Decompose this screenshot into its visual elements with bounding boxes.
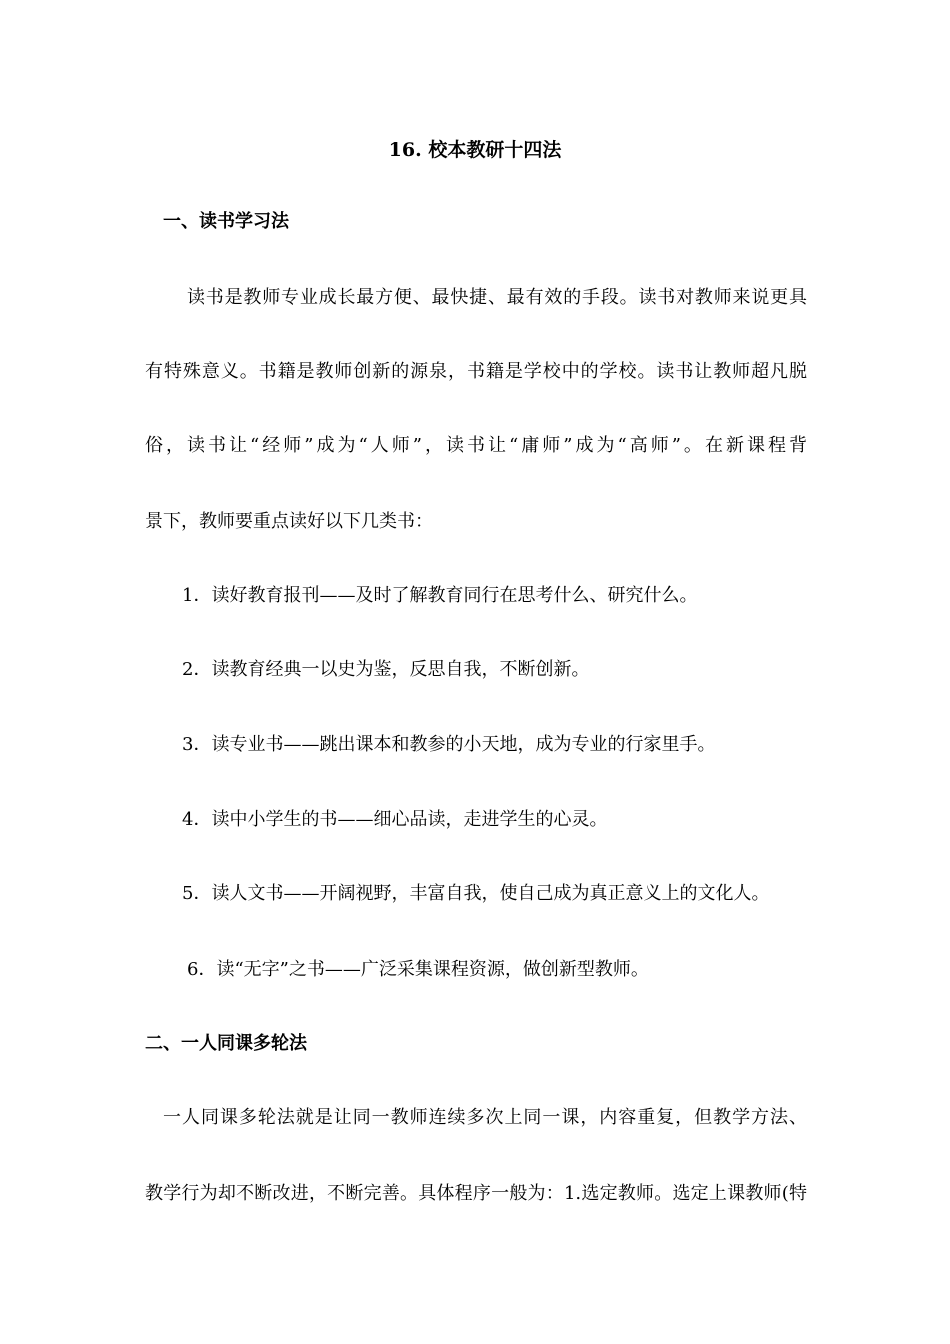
list-item: 5．读人文书——开阔视野，丰富自我，使自己成为真正意义上的文化人。 [182, 883, 770, 904]
section-heading-one-teacher-multi-round: 二、一人同课多轮法 [145, 1033, 307, 1054]
list-item: 3．读专业书——跳出课本和教参的小天地，成为专业的行家里手。 [182, 734, 716, 755]
paragraph-line: 教学行为却不断改进，不断完善。具体程序一般为：1.选定教师。选定上课教师(特 [145, 1183, 807, 1204]
list-item: 6．读“无字”之书——广泛采集课程资源，做创新型教师。 [187, 959, 649, 980]
list-item: 2．读教育经典一以史为鉴，反思自我，不断创新。 [182, 659, 590, 680]
paragraph-line: 景下，教师要重点读好以下几类书： [145, 511, 433, 532]
document-title: 16. 校本教研十四法 [388, 139, 562, 161]
list-item: 4．读中小学生的书——细心品读，走进学生的心灵。 [182, 809, 608, 830]
paragraph-line: 一人同课多轮法就是让同一教师连续多次上同一课，内容重复，但教学方法、 [163, 1107, 807, 1128]
paragraph-line: 读书是教师专业成长最方便、最快捷、最有效的手段。读书对教师来说更具 [187, 287, 807, 308]
paragraph-line: 有特殊意义。书籍是教师创新的源泉，书籍是学校中的学校。读书让教师超凡脱 [145, 361, 807, 382]
section-heading-reading: 一、读书学习法 [163, 211, 289, 232]
list-item: 1．读好教育报刊——及时了解教育同行在思考什么、研究什么。 [182, 585, 698, 606]
paragraph-line: 俗，读书让“经师”成为“人师”，读书让“庸师”成为“高师”。在新课程背 [145, 435, 807, 456]
